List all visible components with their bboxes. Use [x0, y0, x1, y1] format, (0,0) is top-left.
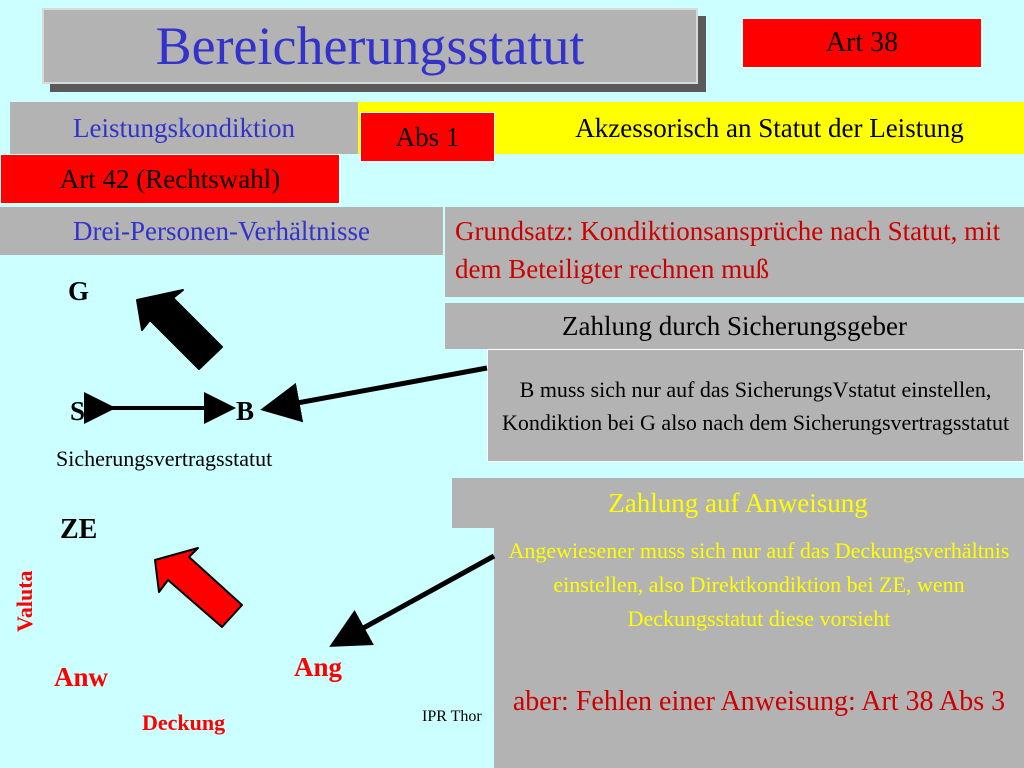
- art42-badge: Art 42 (Rechtswahl): [0, 154, 340, 204]
- zahlung-sicherungsgeber-box: Zahlung durch Sicherungsgeber: [445, 303, 1024, 349]
- akzessorisch-text: Akzessorisch an Statut der Leistung: [575, 112, 964, 143]
- red-block-arrow-up-left: [155, 548, 242, 627]
- node-s: S: [70, 396, 86, 426]
- arrow-to-ang: [338, 556, 494, 642]
- angewiesener-text: Angewiesener muss sich nur auf das Deckungsverhältnis einstellen, also Direktkondiktion bei ZE, wenn Deckungsstatut diese vorsieht: [508, 538, 1010, 632]
- aber-text: aber: Fehlen einer Anweisung: Art 38 Abs 3: [512, 686, 1006, 717]
- abs1-badge: Abs 1: [360, 112, 495, 162]
- deckung-label: Deckung: [142, 710, 226, 735]
- art38-badge: Art 38: [742, 18, 982, 68]
- footer-text: IPR Thor: [422, 708, 482, 725]
- node-b: B: [236, 396, 255, 426]
- node-ze: ZE: [60, 514, 98, 545]
- node-ang: Ang: [294, 652, 343, 682]
- grundsatz-box: Grundsatz: Kondiktionsansprüche nach Statut, mit dem Beteiligter rechnen muß: [445, 207, 1024, 297]
- drei-personen-label: Drei-Personen-Verhältnisse: [0, 207, 443, 255]
- sicherungsvertragsstatut-label: Sicherungsvertragsstatut: [56, 446, 273, 471]
- leistungskondiktion-label: Leistungskondiktion: [10, 102, 358, 154]
- zahlung-anweisung-box: Zahlung auf Anweisung: [452, 478, 1024, 528]
- valuta-label: Valuta: [12, 570, 37, 632]
- page-title: Bereicherungsstatut: [42, 8, 698, 84]
- arrow-to-b: [270, 368, 487, 408]
- node-anw: Anw: [54, 662, 109, 692]
- b-muss-box: B muss sich nur auf das SicherungsVstatut einstellen, Kondiktion bei G also nach dem Sicherungsvertragsstatut: [487, 349, 1024, 462]
- node-g: G: [68, 276, 90, 306]
- block-arrow-up-left: [137, 290, 222, 369]
